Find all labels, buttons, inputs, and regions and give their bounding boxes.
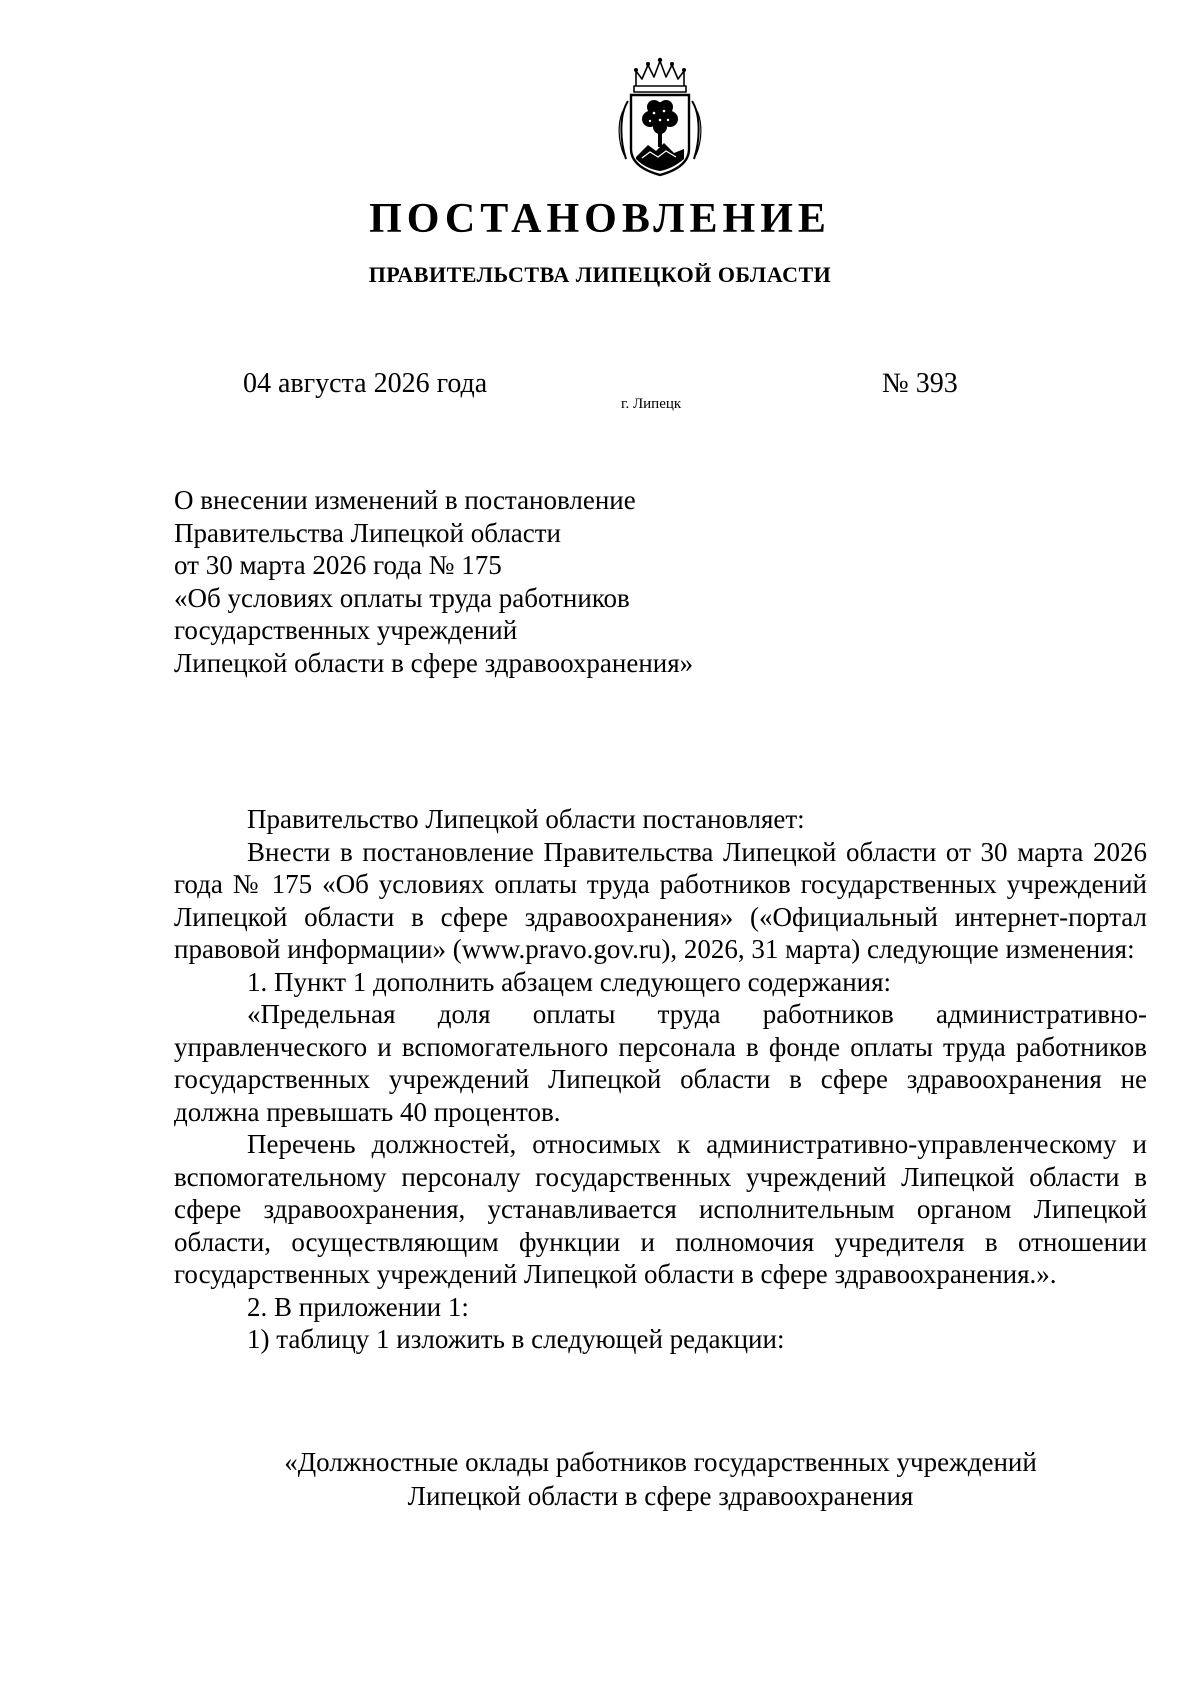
body-paragraph: 2. В приложении 1: xyxy=(247,1291,469,1322)
document-subject xyxy=(174,484,824,679)
document-type-title: ПОСТАНОВЛЕНИЕ xyxy=(369,196,831,242)
table-title xyxy=(174,1445,1147,1513)
table-title-line: Липецкой области в сфере здравоохранения xyxy=(407,1481,914,1511)
body-paragraph: 1. Пункт 1 дополнить абзацем следующего содержания: xyxy=(247,966,892,997)
subject-line: «Об условиях оплаты труда работников xyxy=(174,582,630,613)
body-paragraph: 1) таблицу 1 изложить в следующей редакции: xyxy=(247,1324,785,1354)
document-date: 04 августа 2026 года xyxy=(243,368,488,399)
subject-line: от 30 марта 2026 года № 175 xyxy=(174,550,502,580)
subject-line: О внесении изменений в постановление xyxy=(174,485,636,515)
subject-line: государственных учреждений xyxy=(174,615,518,645)
subject-line: Правительства Липецкой области xyxy=(174,517,562,548)
document-place: г. Липецк xyxy=(621,396,682,412)
document-body xyxy=(174,803,1147,1356)
coat-of-arms-icon xyxy=(616,57,704,181)
body-paragraph: Правительство Липецкой области постановляет: xyxy=(247,804,805,834)
subject-line: Липецкой области в сфере здравоохранения» xyxy=(174,647,694,678)
body-paragraph: Перечень должностей, относимых к административно-управленческому и вспомогательному персоналу государственных учреждений Липецкой области в сфере здравоохранения, устанавливается исполнительным органом Липецкой области, осуществляющим функции и полномочия учредителя в отношении государственных учреждений Липецкой области в сфере здравоохранения.». xyxy=(174,1129,1147,1289)
issuer-title: ПРАВИТЕЛЬСТВА ЛИПЕЦКОЙ ОБЛАСТИ xyxy=(368,262,832,287)
body-paragraph: «Предельная доля оплаты труда работников административно-управленческого и вспомогательного персонала в фонде оплаты труда работников государственных учреждений Липецкой области в сфере здравоохранения не должна превышать 40 процентов. xyxy=(174,999,1147,1127)
body-paragraph: Внести в постановление Правительства Липецкой области от 30 марта 2026 года № 175 «Об условиях оплаты труда работников государственных учреждений Липецкой области в сфере здравоохранения» («Официальный интернет-портал правовой информации» (www.pravo.gov.ru), 2026, 31 марта) следующие изменения: xyxy=(174,836,1147,964)
document-number: № 393 xyxy=(882,368,958,399)
table-title-line: «Должностные оклады работников государственных учреждений xyxy=(284,1447,1037,1477)
